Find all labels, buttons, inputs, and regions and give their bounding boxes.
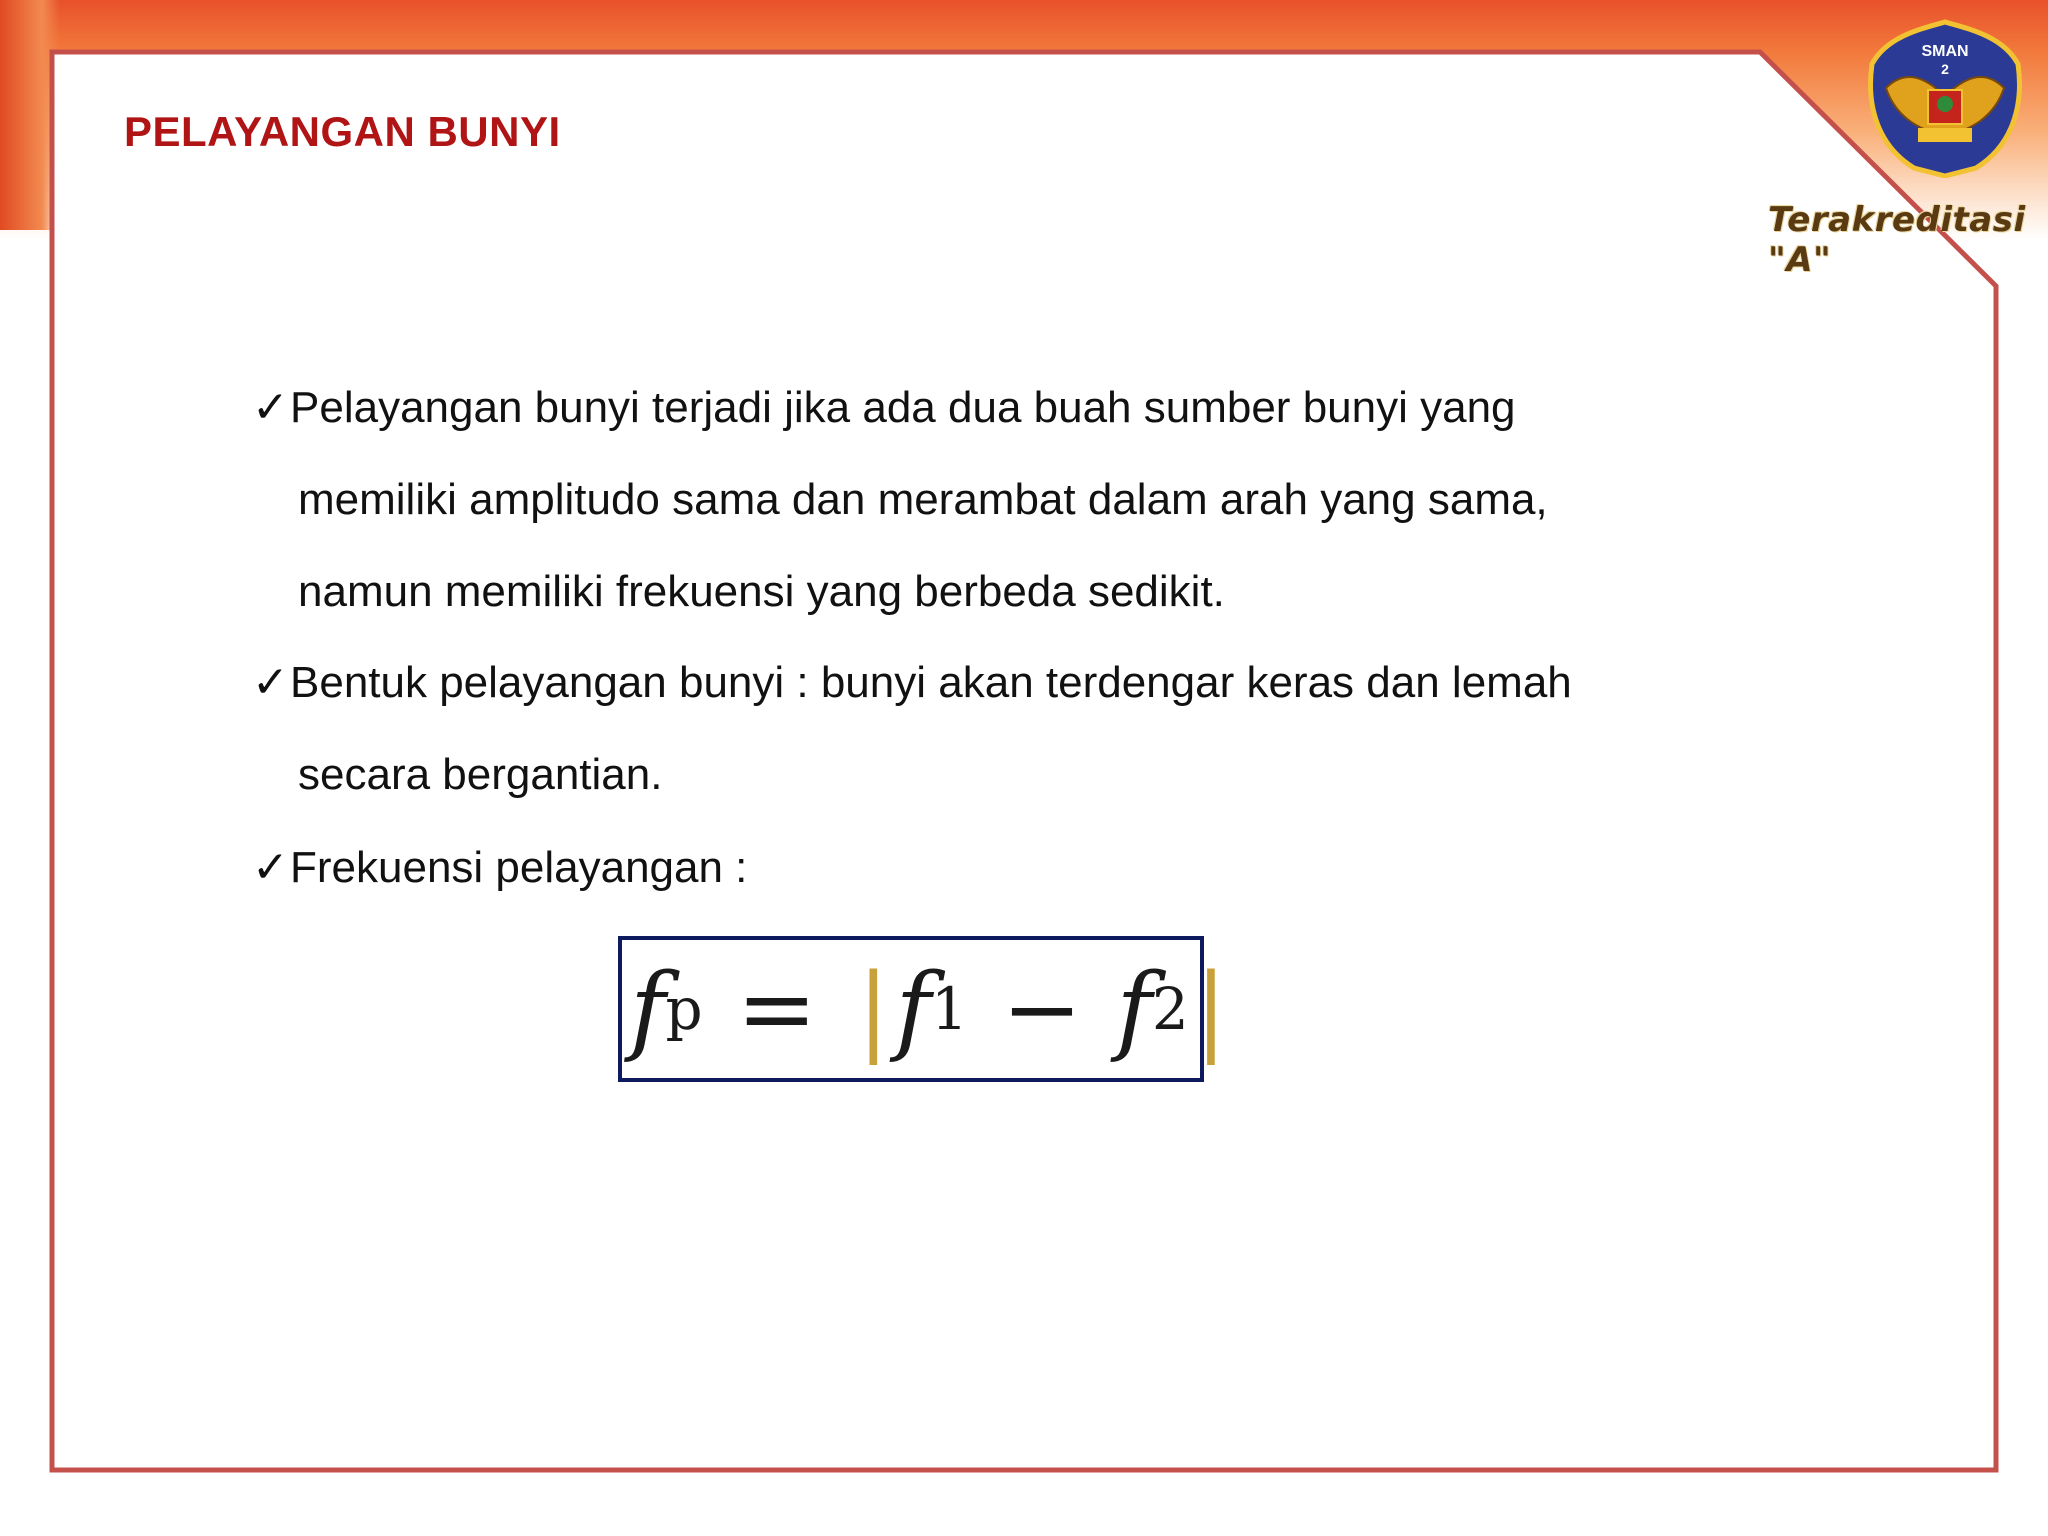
formula-term1: f bbox=[895, 953, 931, 1065]
check-icon: ✓ bbox=[252, 843, 289, 892]
formula-abs-close: | bbox=[1194, 953, 1228, 1065]
formula-minus: − bbox=[1001, 953, 1083, 1065]
accreditation-label: Terakreditasi "A" bbox=[1768, 200, 2026, 280]
bullet-line: memiliki amplitudo sama dan merambat dalam arah yang sama, bbox=[298, 475, 1548, 524]
formula-term1-sub: 1 bbox=[930, 975, 968, 1043]
check-icon: ✓ bbox=[252, 658, 289, 707]
bullet-line: Pelayangan bunyi terjadi jika ada dua buah sumber bunyi yang bbox=[290, 383, 1516, 432]
bullet-line: secara bergantian. bbox=[298, 750, 663, 799]
formula-box bbox=[618, 936, 1228, 1082]
bullet-form bbox=[252, 637, 1752, 821]
bullet-line: Frekuensi pelayangan : bbox=[290, 843, 748, 892]
logo-text-number: 2 bbox=[1941, 61, 1949, 77]
beat-frequency-formula bbox=[622, 940, 1228, 1078]
slide-title: PELAYANGAN BUNYI bbox=[124, 108, 561, 155]
formula-equals: = bbox=[736, 953, 818, 1065]
school-logo bbox=[1866, 18, 2024, 178]
formula-abs-open: | bbox=[857, 953, 890, 1065]
formula-term2-sub: 2 bbox=[1151, 975, 1189, 1043]
formula-lhs-sub: p bbox=[665, 975, 703, 1043]
bullet-line: Bentuk pelayangan bunyi : bunyi akan terdengar keras dan lemah bbox=[290, 658, 1572, 707]
bullet-definition bbox=[252, 362, 1752, 638]
bullet-frequency bbox=[252, 822, 1752, 914]
bullet-line: namun memiliki frekuensi yang berbeda sedikit. bbox=[298, 567, 1225, 616]
logo-text-sman: SMAN bbox=[1921, 43, 1969, 60]
check-icon: ✓ bbox=[252, 383, 289, 432]
formula-lhs: f bbox=[630, 953, 666, 1065]
formula-term2: f bbox=[1116, 953, 1152, 1065]
